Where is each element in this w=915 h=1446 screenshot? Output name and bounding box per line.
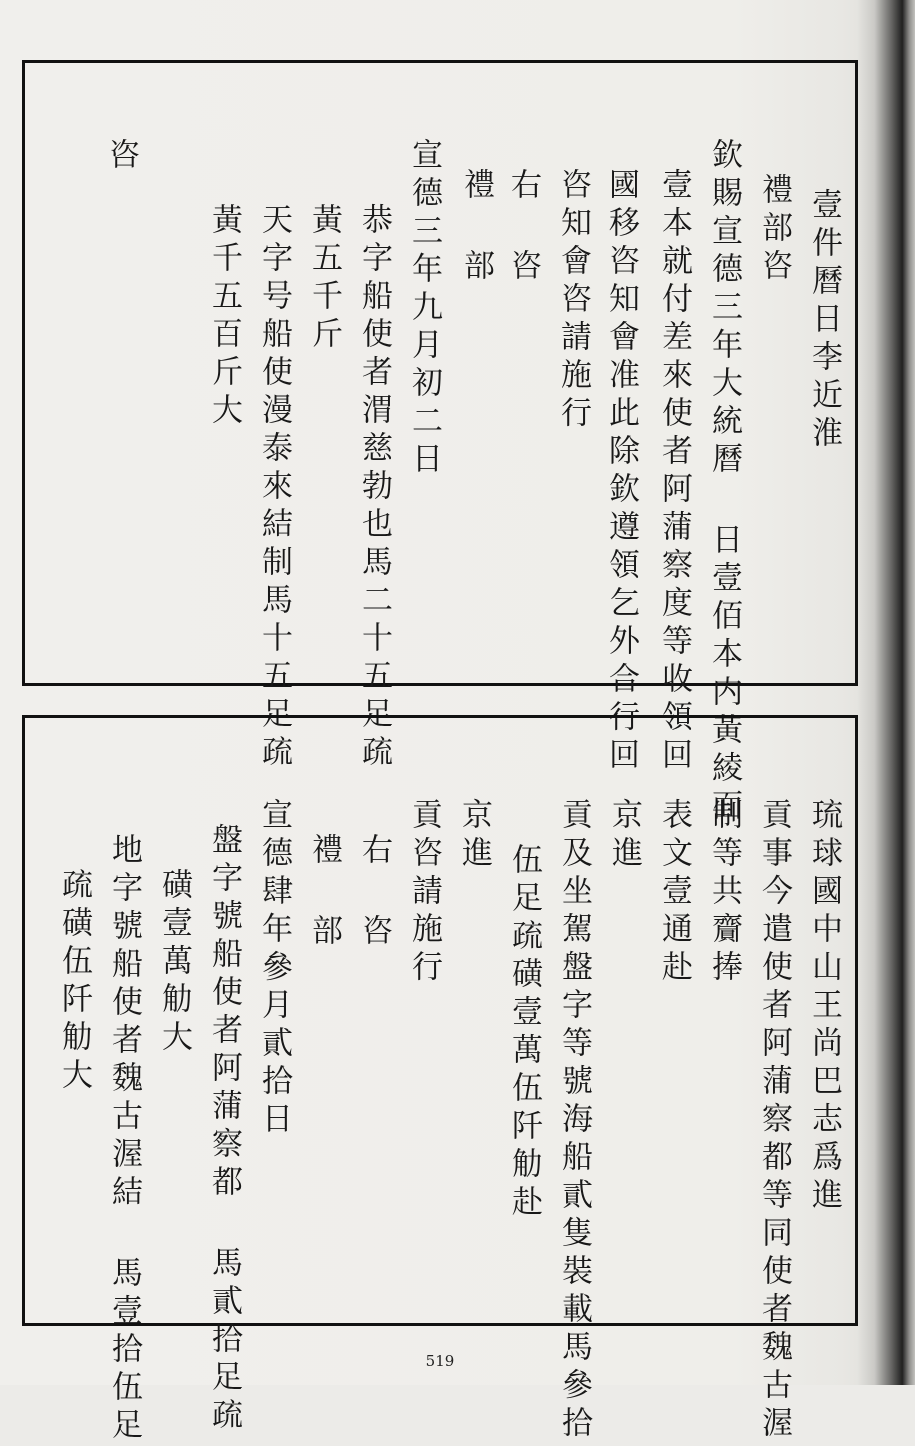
top-column-9: 宣德三年九月初二日 xyxy=(406,138,442,480)
bottom-column-8: 京進 xyxy=(456,798,492,874)
top-column-13: 黃千五百斤大 xyxy=(206,203,242,431)
bottom-column-11: 禮 部 xyxy=(306,833,342,952)
top-column-6: 咨知會咨請施行 xyxy=(555,168,591,434)
bottom-column-15: 地字號船使者魏古渥結 馬壹拾伍足 xyxy=(106,833,142,1446)
top-column-12: 天字号船使漫泰來結制馬十五足疏 xyxy=(256,203,292,773)
book-binding-shadow xyxy=(857,0,915,1385)
top-column-4: 壹本就付差來使者阿蒲察度等收領回 xyxy=(656,168,692,776)
top-column-14: 咨 xyxy=(103,138,139,176)
bottom-column-12: 宣德肆年參月貳拾日 xyxy=(256,798,292,1140)
bottom-column-2: 貢事今遣使者阿蒲察都等同使者魏古渥 xyxy=(756,798,792,1444)
top-column-11: 黃五千斤 xyxy=(306,203,342,355)
bottom-column-6: 貢及坐駕盤字等號海船貳隻裝載馬參拾 xyxy=(556,798,592,1444)
bottom-column-7: 伍足疏磺壹萬伍阡觔赴 xyxy=(506,843,542,1223)
bottom-column-4: 表文壹通赴 xyxy=(656,798,692,988)
top-column-10: 恭字船使者渭慈勃也馬二十五足疏 xyxy=(356,203,392,773)
bottom-column-5: 京進 xyxy=(606,798,642,874)
top-column-5: 國移咨知會准此除欽遵領乞外合行回 xyxy=(603,168,639,776)
bottom-column-10: 右 咨 xyxy=(356,833,392,952)
bottom-column-13: 盤字號船使者阿蒲察都 馬貳拾足疏 xyxy=(206,823,242,1436)
bottom-column-9: 貢咨請施行 xyxy=(406,798,442,988)
bottom-column-3: 制等共齎捧 xyxy=(706,798,742,988)
bottom-column-14: 磺壹萬觔大 xyxy=(156,868,192,1058)
top-column-1: 壹件曆日李近淮 xyxy=(806,188,842,454)
bottom-column-1: 琉球國中山王尚巴志爲進 xyxy=(806,798,842,1216)
page-number: 519 xyxy=(425,1352,455,1370)
bottom-column-16: 疏磺伍阡觔大 xyxy=(56,868,92,1096)
top-column-8: 禮 部 xyxy=(458,168,494,287)
top-document-frame xyxy=(22,60,858,827)
top-column-7: 右 咨 xyxy=(505,168,541,287)
top-column-2: 禮部咨 xyxy=(756,173,792,287)
top-column-3: 欽賜宣德三年大統曆 日壹佰本内黃綾面 xyxy=(706,138,742,827)
